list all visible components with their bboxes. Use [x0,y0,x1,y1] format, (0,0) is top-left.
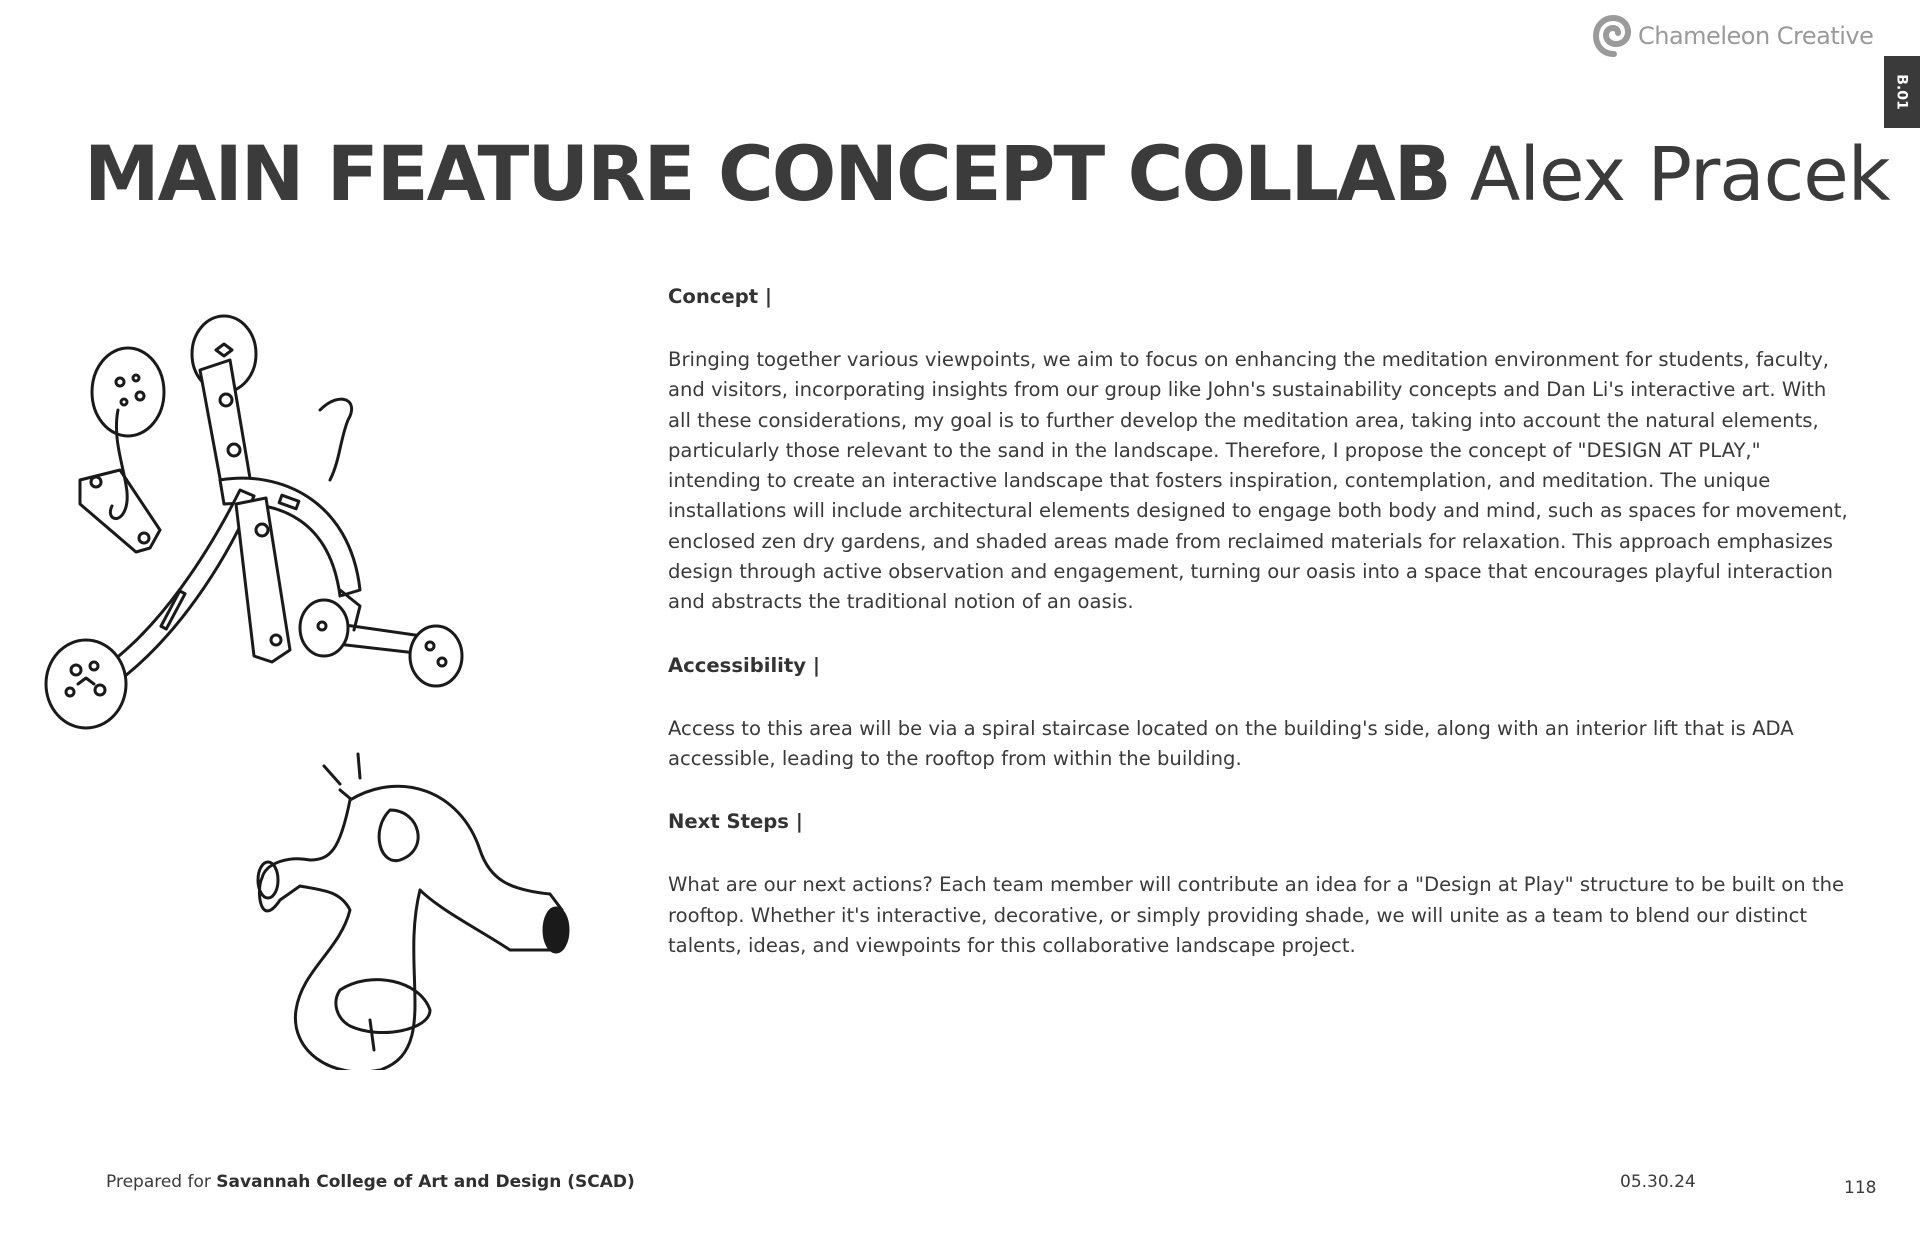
page-title-author: Alex Pracek [1469,132,1890,218]
content-column [668,282,1850,961]
organic-pipe-sketch [258,754,568,1070]
page-title-main: MAIN FEATURE CONCEPT COLLAB [84,129,1450,218]
concept-sketch-illustration [40,290,600,1070]
company-logo [1592,14,1873,58]
page-title [84,129,1890,218]
next-steps-body: What are our next actions? Each team member will contribute an idea for a "Design at Play" structure to be built on the rooftop. Whether it's interactive, decorative, or simply providing shade, we will unite as a team to blend our distinct talents, ideas, and viewpoints for this collaborative landscape project. [668,873,1845,957]
next-steps-section [668,807,1850,961]
mechanical-sketch [46,316,462,728]
accessibility-body: Access to this area will be via a spiral staircase located on the building's side, along with an interior lift that is ADA accessible, leading to the rooftop from within the building. [668,716,1794,770]
footer-prepared-for [106,1172,635,1192]
concept-section [668,282,1850,618]
chameleon-swirl-icon [1592,14,1632,58]
footer-prepared-prefix: Prepared for [106,1172,211,1192]
section-tab [1884,56,1920,128]
logo-text: Chameleon Creative [1638,22,1874,50]
page-number: 118 [1844,1178,1877,1198]
section-tab-label: B.01 [1893,74,1910,110]
concept-body: Bringing together various viewpoints, we aim to focus on enhancing the meditation environment for students, faculty, and visitors, incorporating insights from our group like John's sustainability concepts and Dan Li's interactive art. With all these considerations, my goal is to further develop the meditation area, taking into account the natural elements, particularly those relevant to the sand in the landscape. Therefore, I propose the concept of "DESIGN AT PLAY," intending to create an interactive landscape that fosters inspiration, contemplation, and meditation. The unique installations will include architectural elements designed to engage both body and mind, such as spaces for movement, enclosed zen dry gardens, and shaded areas made from reclaimed materials for relaxation. This approach emphasizes design through active observation and engagement, turning our oasis into a space that encourages playful interaction and abstracts the traditional notion of an oasis. [668,348,1848,614]
concept-heading: Concept | [668,285,773,308]
footer-date: 05.30.24 [1620,1172,1696,1192]
accessibility-section [668,651,1850,775]
next-steps-heading: Next Steps | [668,810,803,834]
footer-client-name: Savannah College of Art and Design (SCAD) [216,1172,635,1192]
accessibility-heading: Accessibility | [668,653,821,677]
